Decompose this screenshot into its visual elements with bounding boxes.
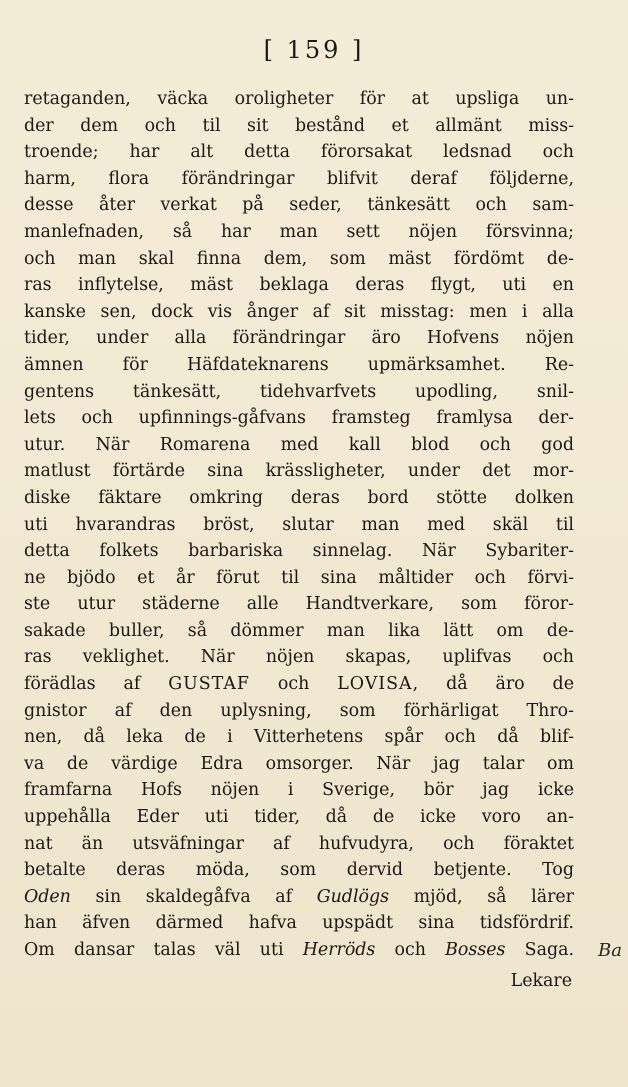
name-lovisa: LOVISA xyxy=(337,674,413,695)
text-line-31-b: sin skaldegåfva af xyxy=(70,886,317,907)
text-line-32: han äfven därmed hafva upspädt sina tidsfördrif. xyxy=(24,913,574,934)
text-line-33-e: Saga. xyxy=(505,940,574,960)
text-line-33-c: och xyxy=(375,940,446,960)
text-line-5: desse åter verkat på seder, tänkesätt och sam- xyxy=(24,195,574,216)
text-line-31-d: mjöd, så lärer xyxy=(389,886,574,907)
text-line-23-e: , då äro de xyxy=(412,674,574,695)
text-line-9: kanske sen, dock vis ånger af sit misstag: men i alla xyxy=(24,301,574,322)
text-line-2: der dem och til sit bestånd et allmänt miss- xyxy=(24,115,574,136)
text-line-24: gnistor af den uplysning, som förhärligat Thro- xyxy=(24,700,574,721)
text-line-19: ne bjödo et år förut til sina måltider och förvi- xyxy=(24,567,574,588)
text-line-15: matlust förtärde sina krässligheter, under det mor- xyxy=(24,461,574,482)
text-line-13: lets och upfinnings-gåfvans framsteg framlysa der- xyxy=(24,408,574,429)
text-line-8: ras inflytelse, mäst beklaga deras flygt, uti en xyxy=(24,275,574,296)
name-herrods: Herröds xyxy=(302,940,376,960)
text-line-23 xyxy=(24,671,574,698)
text-line-17: uti hvarandras bröst, slutar man med skäl til xyxy=(24,514,574,535)
text-line-20: ste utur städerne alle Handtverkare, som föror- xyxy=(24,594,574,615)
text-line-31 xyxy=(24,884,574,911)
text-line-1: retaganden, väcka oroligheter för at upsliga un- xyxy=(24,89,574,109)
text-line-30: betalte deras möda, som dervid betjente. Tog xyxy=(24,860,574,881)
body-text xyxy=(24,86,574,964)
text-line-33-a: Om dansar talas väl uti xyxy=(24,940,303,960)
text-line-22: ras veklighet. När nöjen skapas, uplifvas och xyxy=(24,647,574,668)
name-oden: Oden xyxy=(24,886,71,907)
name-gustaf: GUSTAF xyxy=(168,674,250,695)
text-line-12: gentens tänkesätt, tidehvarfvets upodling, snil- xyxy=(24,381,574,402)
text-line-23-c: och xyxy=(249,674,338,695)
text-line-33 xyxy=(24,937,574,964)
text-line-23-a: förädlas af xyxy=(24,674,169,695)
text-line-26: va de värdige Edra omsorger. När jag talar om xyxy=(24,753,574,774)
margin-mark: Ba xyxy=(598,940,622,961)
catchword: Lekare xyxy=(510,971,572,991)
text-line-29: nat än utsväfningar af hufvudyra, och föraktet xyxy=(24,833,574,854)
text-line-16: diske fäktare omkring deras bord stötte dolken xyxy=(24,487,574,508)
text-line-28: uppehålla Eder uti tider, då de icke voro an- xyxy=(24,807,574,828)
text-line-18: detta folkets barbariska sinnelag. När Sybariter- xyxy=(24,541,574,562)
text-line-14: utur. När Romarena med kall blod och god xyxy=(24,434,574,455)
text-line-7: och man skal finna dem, som mäst fördömt de- xyxy=(24,248,574,269)
text-line-25: nen, då leka de i Vitterhetens spår och då blif- xyxy=(24,727,574,748)
text-line-10: tider, under alla förändringar äro Hofvens nöjen xyxy=(24,328,574,349)
name-bosses: Bosses xyxy=(445,940,506,960)
text-line-3: troende; har alt detta förorsakat ledsnad och xyxy=(24,142,574,163)
text-line-4: harm, flora förändringar blifvit deraf följderne, xyxy=(24,168,574,189)
text-line-6: manlefnaden, så har man sett nöjen försvinna; xyxy=(24,221,574,242)
page-number: [ 159 ] xyxy=(263,36,365,64)
text-line-11: ämnen för Häfdateknarens upmärksamhet. Re- xyxy=(24,354,574,375)
name-gudlogs: Gudlögs xyxy=(316,886,390,907)
text-line-21: sakade buller, så dömmer man lika lätt om de- xyxy=(24,620,574,641)
text-line-27: framfarna Hofs nöjen i Sverige, bör jag icke xyxy=(24,780,574,801)
